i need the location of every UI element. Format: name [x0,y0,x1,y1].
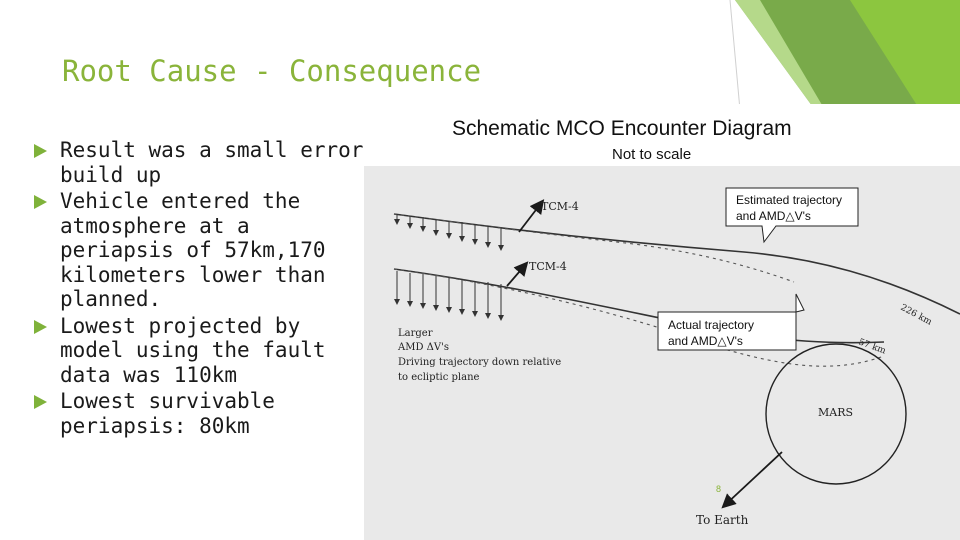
svg-text:and AMD△V's: and AMD△V's [736,209,811,223]
tcm-lower-label: TCM-4 [529,260,567,273]
page-number: 8 [716,484,722,494]
bullet-item [34,138,364,187]
tcm-upper-label: TCM-4 [541,200,579,213]
bullet-item [34,314,364,388]
to-earth-label: To Earth [696,513,749,527]
svg-text:and AMD△V's: and AMD△V's [668,334,743,348]
slide-title: Root Cause - Consequence [62,54,482,88]
bullet-text: Lowest projected by model using the fault data was 110km [60,313,326,387]
bullet-item [34,189,364,312]
bullet-text: Lowest survivable periapsis: 80km [60,389,275,438]
bullet-arrow-icon [34,395,47,409]
mars-label: MARS [818,406,854,419]
svg-text:AMD ΔV's: AMD ΔV's [398,342,449,353]
svg-text:Estimated trajectory: Estimated trajectory [736,193,843,207]
diagram-title: Schematic MCO Encounter Diagram [452,117,792,140]
decorative-triangles [720,0,960,110]
svg-text:Driving trajectory down relati: Driving trajectory down relative [398,357,562,368]
svg-text:Larger: Larger [398,328,433,339]
bullet-list [34,138,364,440]
altitude-226km-label: 226 km [898,302,934,328]
bullet-arrow-icon [34,320,47,334]
bullet-arrow-icon [34,144,47,158]
bullet-item [34,389,364,438]
bullet-arrow-icon [34,195,47,209]
mco-encounter-diagram [364,104,960,540]
svg-text:Actual trajectory: Actual trajectory [668,318,755,332]
altitude-57km-label: 57 km [856,337,887,357]
svg-text:to ecliptic plane: to ecliptic plane [398,372,480,383]
diagram-subtitle: Not to scale [612,146,692,163]
bullet-text: Vehicle entered the atmosphere at a periapsis of 57km,170 kilometers lower than planned. [60,189,326,311]
bullet-text: Result was a small error build up [60,138,364,187]
